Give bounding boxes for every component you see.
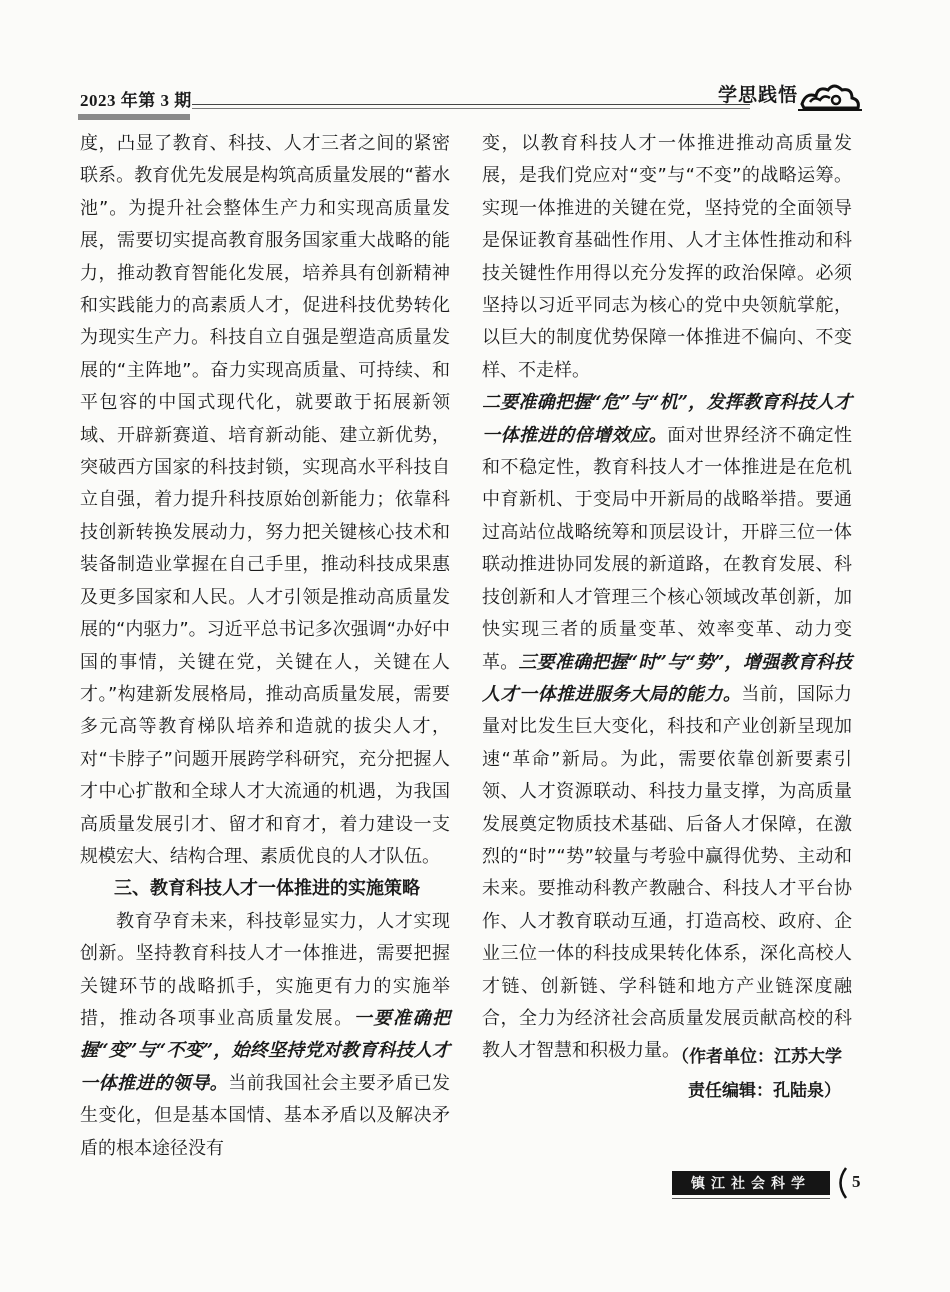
emphasis-text: 三要准确把握“时”与“势”，增强教育科技人才一体推进服务大局的能力。 <box>482 651 852 705</box>
editor-credit: 责任编辑：孔陆泉） <box>688 1081 841 1101</box>
left-column <box>80 128 450 1165</box>
cloud-ornament-icon <box>796 70 866 120</box>
body-paragraph <box>80 906 450 1165</box>
page-number: 5 <box>852 1172 861 1191</box>
emphasis-text: 二要准确把握“危”与“机”，发挥教育科技人才一体推进的倍增效应。 <box>482 392 852 446</box>
body-paragraph <box>482 387 852 1068</box>
emphasis-text: 一要准确把握“变”与“不变”，始终坚持党对教育科技人才一体推进的领导。 <box>80 1007 451 1094</box>
paragraph-text: 面对世界经济不确定性和不稳定性，教育科技人才一体推进是在危机中育新机、于变局中开新局的战略举措。要通过高站位战略统筹和顶层设计，开辟三位一体联动推进协同发展的新道路，在教育发展、科技创新和人才管理三个核心领域改革创新，加快实现三者的质量变革、效率变革、动力变革。 <box>482 424 853 673</box>
column-title: 学思践悟 <box>718 84 799 106</box>
body-paragraph: 度，凸显了教育、科技、人才三者之间的紧密联系。教育优先发展是构筑高质量发展的“蓄水池”。为提升社会整体生产力和实现高质量发展，需要切实提高教育服务国家重大战略的能力，推动教育智能化发展，培养具有创新精神和实践能力的高素质人才，促进科技优势转化为现实生产力。科技自立自强是塑造高质量发展的“主阵地”。奋力实现高质量、可持续、和平包容的中国式现代化，就要敢于拓展新领域、开辟新赛道、培育新动能、建立新优势，突破西方国家的科技封锁，实现高水平科技自立自强，着力提升科技原始创新能力；依靠科技创新转换发展动力，努力把关键核心技术和装备制造业掌握在自己手里，推动科技成果惠及更多国家和人民。人才引领是推动高质量发展的“内驱力”。习近平总书记多次强调“办好中国的事情，关键在党，关键在人，关键在人才。”构建新发展格局，推动高质量发展，需要多元高等教育梯队培养和造就的拔尖人才，对“卡脖子”问题开展跨学科研究，充分把握人才中心扩散和全球人才大流通的机遇，为我国高质量发展引才、留才和育才，着力建设一支规模宏大、结构合理、素质优良的人才队伍。 <box>80 133 450 867</box>
header-rule <box>192 104 750 105</box>
bracket-ornament-icon <box>833 1166 849 1200</box>
issue-label: 2023 年第 3 期 <box>80 91 192 110</box>
right-column <box>482 128 852 1068</box>
header-rule-secondary <box>192 108 750 109</box>
journal-name-bar: 镇江社会科学 <box>672 1171 830 1195</box>
body-paragraph: 变，以教育科技人才一体推进推动高质量发展，是我们党应对“变”与“不变”的战略运筹。实现一体推进的关键在党，坚持党的全面领导是保证教育基础性作用、人才主体性推动和科技关键性作用得以充分发挥的政治保障。必须坚持以习近平同志为核心的党中央领航掌舵，以巨大的制度优势保障一体推进不偏向、不变样、不走样。 <box>482 133 852 381</box>
paragraph-text: 当前我国社会主要矛盾已发生变化，但是基本国情、基本矛盾以及解决矛盾的根本途径没有 <box>80 1072 451 1159</box>
author-unit: （作者单位：江苏大学 <box>672 1047 842 1067</box>
section-heading: 三、教育科技人才一体推进的实施策略 <box>114 878 420 900</box>
issue-underline-bar <box>78 114 190 120</box>
paragraph-text: 当前，国际力量对比发生巨大变化，科技和产业创新呈现加速“革命”新局。为此，需要依靠创新要素引领、人才资源联动、科技力量支撑，为高质量发展奠定物质技术基础、后备人才保障，在激烈的“时”“势”较量与考验中赢得优势、主动和未来。要推动科教产教融合、科技人才平台协作、人才教育联动互通，打造高校、政府、企业三位一体的科技成果转化体系，深化高校人才链、创新链、学科链和地方产业链深度融合，全力为经济社会高质量发展贡献高校的科教人才智慧和积极力量。 <box>482 683 853 1062</box>
page-header <box>0 0 950 130</box>
footer-rule <box>672 1198 830 1199</box>
paragraph-text: 教育孕育未来，科技彰显实力，人才实现创新。坚持教育科技人才一体推进，需要把握关键环节的战略抓手，实施更有力的实施举措，推动各项事业高质量发展。 <box>80 910 450 1029</box>
